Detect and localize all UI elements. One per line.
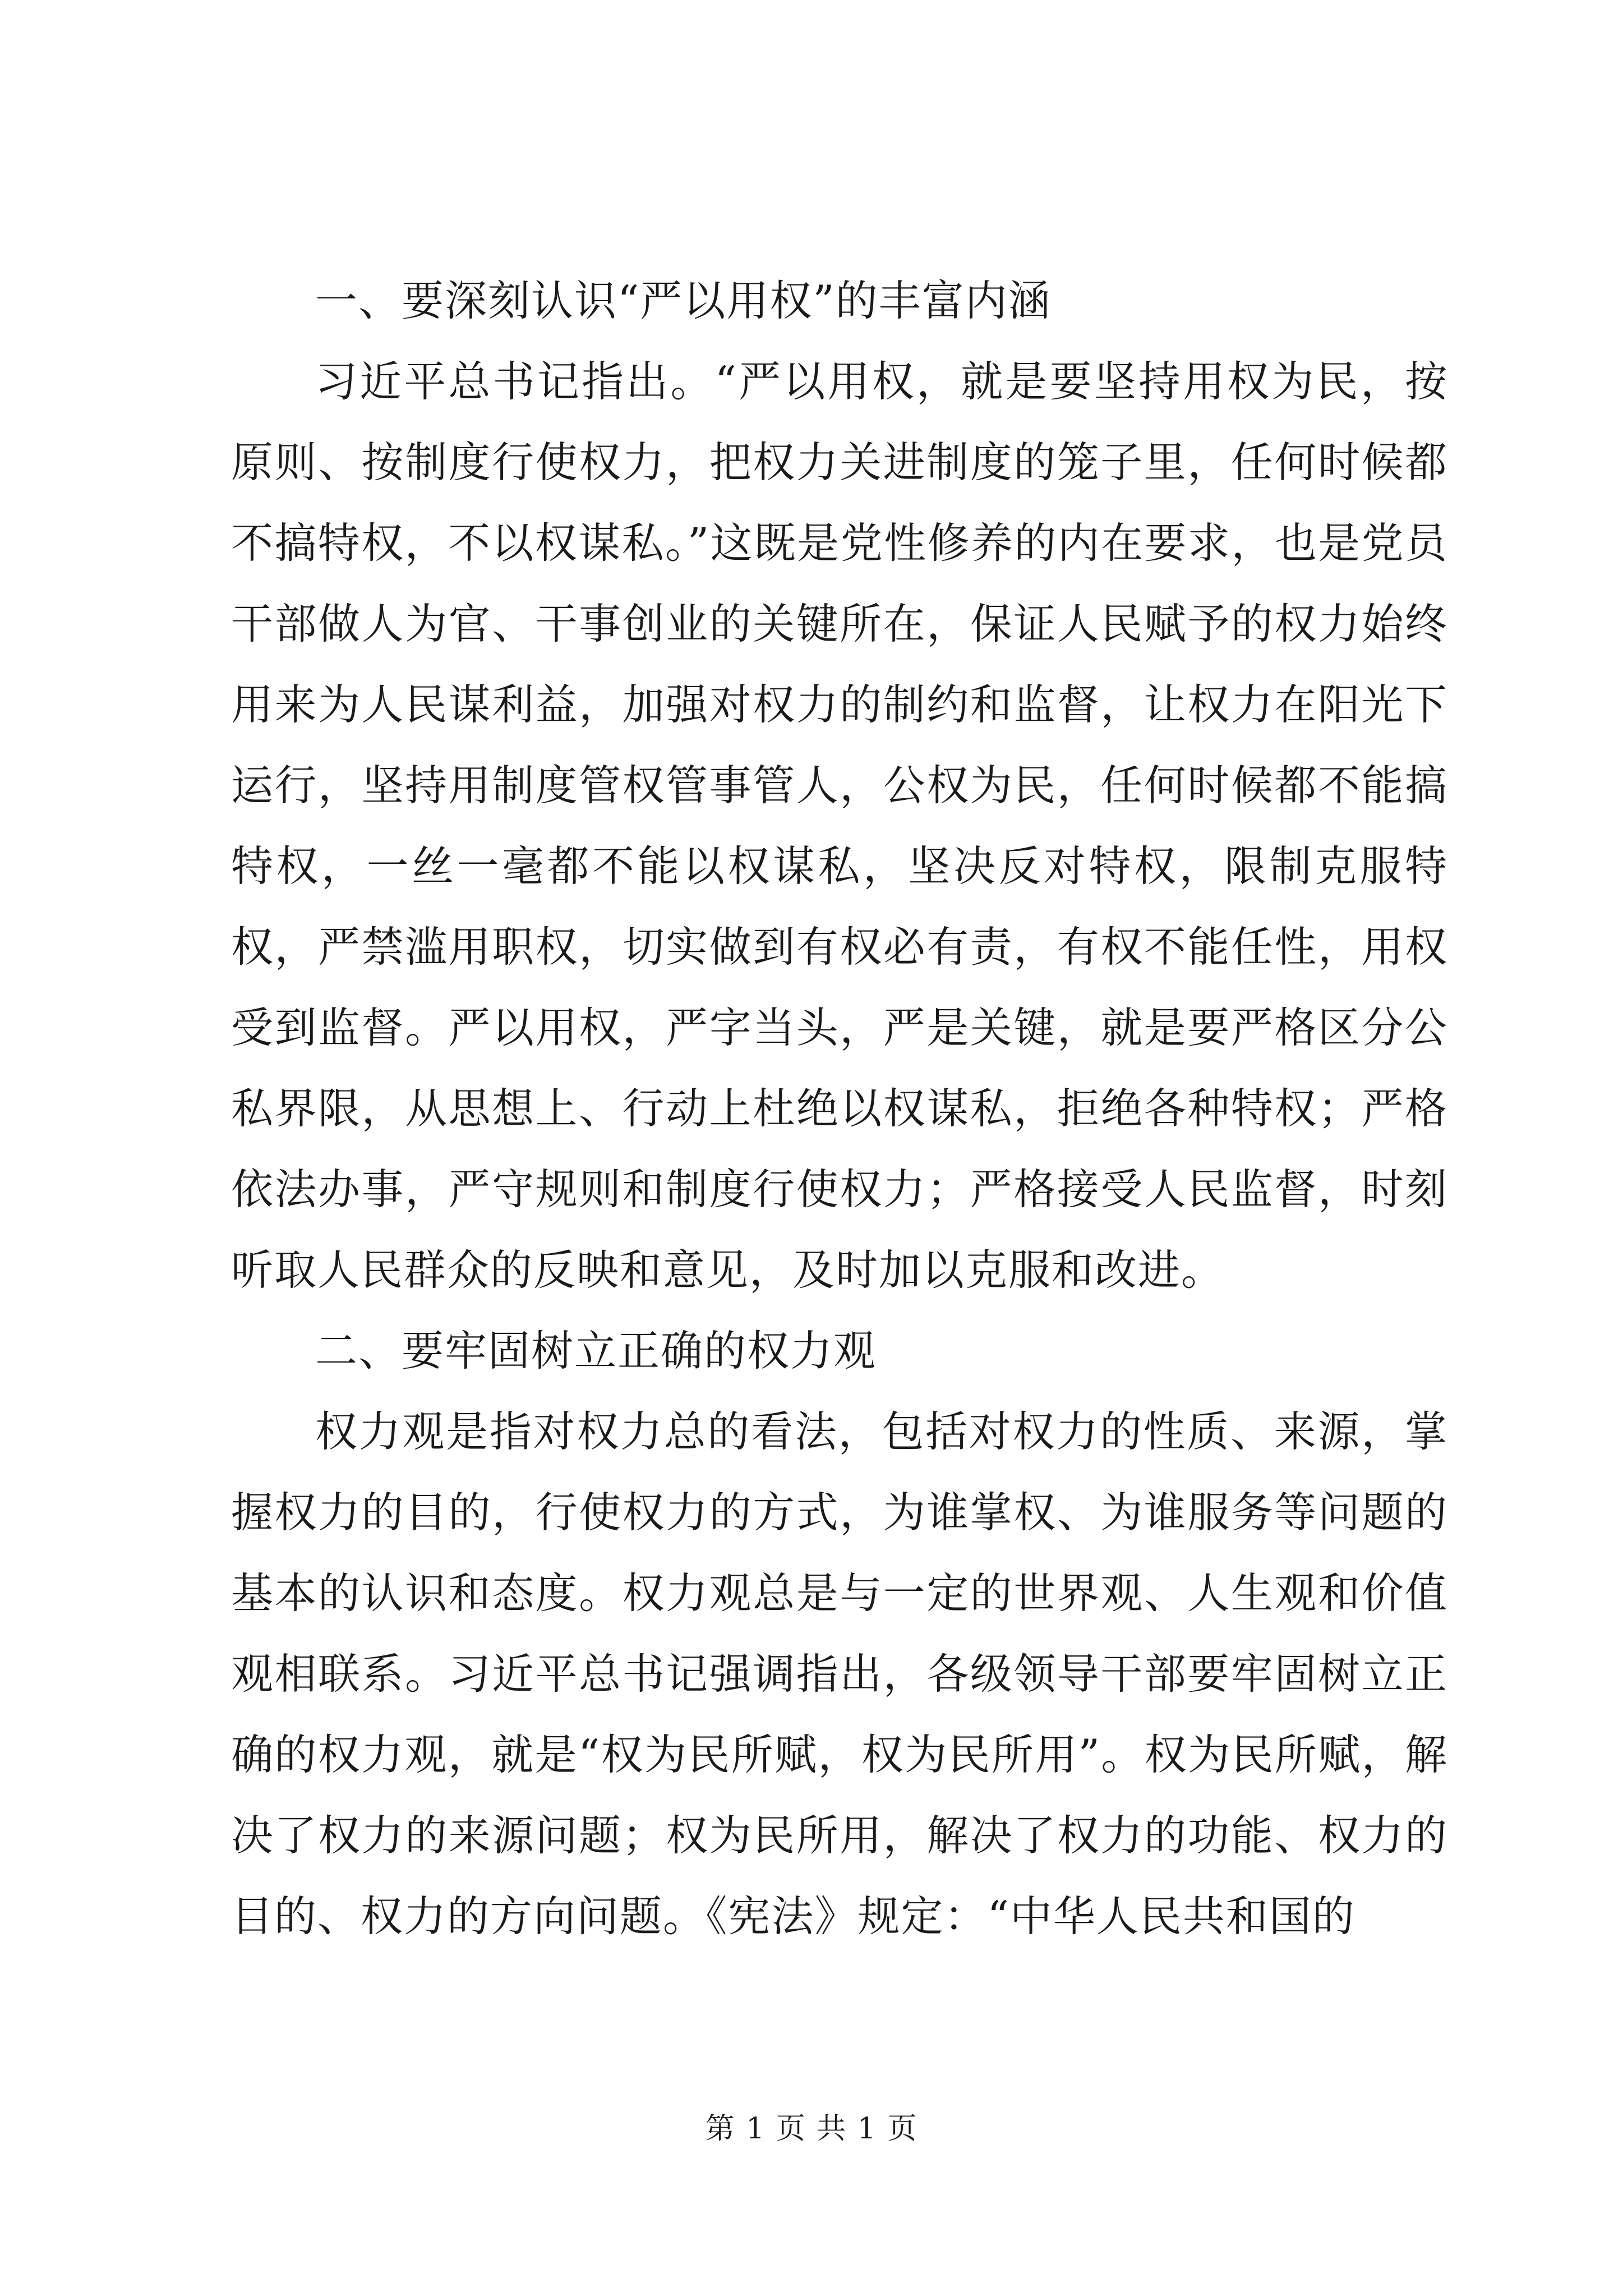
page-footer: 第 1 页 共 1 页 — [705, 2112, 918, 2146]
body-paragraph-1: 习近平总书记指出。“严以用权，就是要坚持用权为民，按原则、按制度行使权力，把权力关进制度的笼子里，任何时候都不搞特权，不以权谋私。”这既是党性修养的内在要求，也是党员干部做人为官、干事创业的关键所在，保证人民赋予的权力始终用来为人民谋利益，加强对权力的制约和监督，让权力在阳光下运行，坚持用制度管权管事管人，公权为民，任何时候都不能搞特权，一丝一毫都不能以权谋私，坚决反对特权，限制克服特权，严禁滥用职权，切实做到有权必有责，有权不能任性，用权受到监督。严以用权，严字当头，严是关键，就是要严格区分公私界限，从思想上、行动上杜绝以权谋私，拒绝各种特权；严格依法办事，严守规则和制度行使权力；严格接受人民监督，时刻听取人民群众的反映和意见，及时加以克服和改进。 — [231, 357, 1448, 1295]
document-body — [231, 260, 1448, 1957]
body-paragraph-2: 权力观是指对权力总的看法，包括对权力的性质、来源，掌握权力的目的，行使权力的方式，为谁掌权、为谁服务等问题的基本的认识和态度。权力观总是与一定的世界观、人生观和价值观相联系。习近平总书记强调指出，各级领导干部要牢固树立正确的权力观，就是“权为民所赋，权为民所用”。权为民所赋，解决了权力的来源问题；权为民所用，解决了权力的功能、权力的目的、权力的方向问题。《宪法》规定：“中华人民共和国的 — [231, 1407, 1448, 1941]
section-heading-2: 二、要牢固树立正确的权力观 — [315, 1326, 877, 1375]
section-heading-1: 一、要深刻认识“严以用权”的丰富内涵 — [315, 276, 1052, 325]
